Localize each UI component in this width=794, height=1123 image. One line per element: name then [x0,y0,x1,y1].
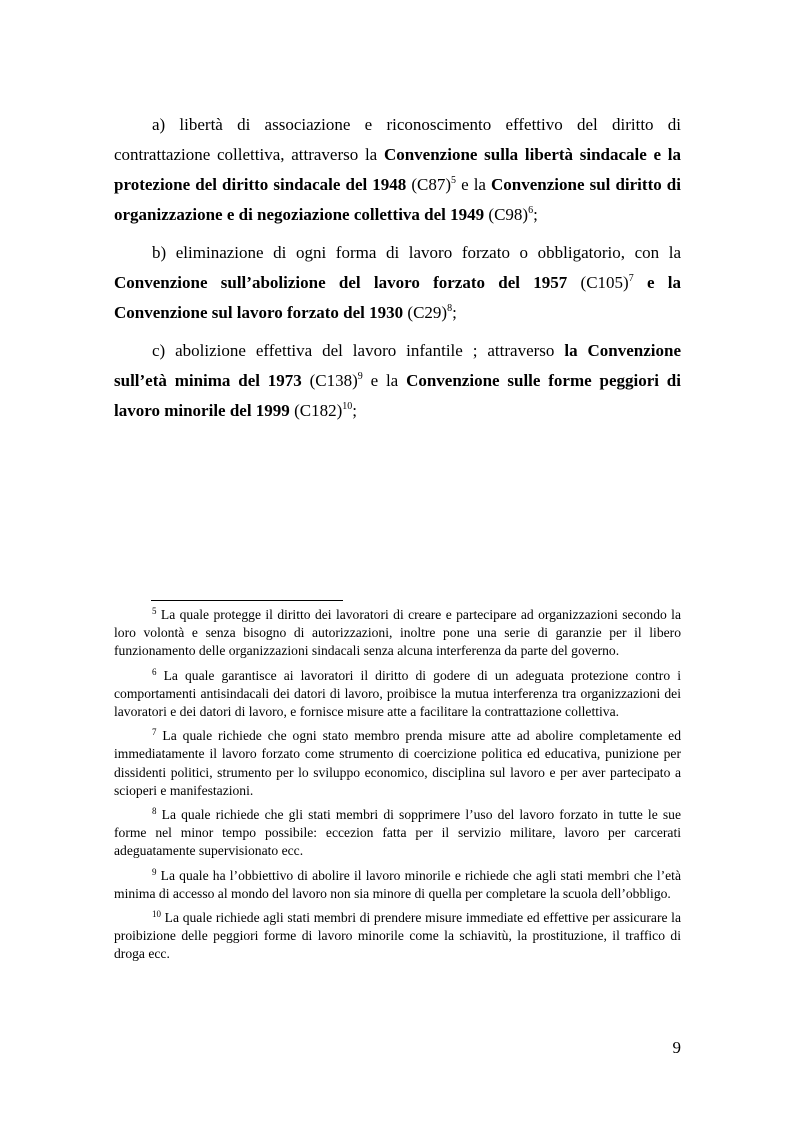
run-bold: Convenzione sull’abolizione del lavoro forzato del 1957 [114,273,568,292]
run: ; [533,205,538,224]
footnote-5 [114,606,681,661]
footnote-ref[interactable]: 9 [357,371,363,382]
footnote-10 [114,909,681,964]
footnote-6 [114,667,681,722]
paragraph-a [114,110,681,230]
footnote-text: La quale garantisce ai lavoratori il diritto di godere di un adeguata protezione contro i comportamenti antisindacali dei datori di lavoro, proibisce la mutua interferenza tra organizzazioni dei lavoratori e dei datori di lavoro, e fornisce misure atte a facilitare la contrattazione collettiva. [114,667,681,720]
footnote-ref[interactable]: 10 [342,401,353,412]
footnote-number: 8 [152,806,157,817]
run: e la [456,175,492,194]
footnote-number: 6 [152,666,157,677]
footnote-number: 9 [152,866,157,877]
run: (C87) [406,175,452,194]
run: a) libertà di associazione e riconoscimento effettivo del diritto di contrattazione collettiva, attraverso la [114,115,681,164]
footnote-text: La quale richiede che ogni stato membro prenda misure atte ad abolire completamente ed immediatamente il lavoro forzato come strumento di coercizione politica ed educativa, punizione per dissidenti politici, strumento per lo sviluppo economico, disciplina sul lavoro e per aver partecipato a scioperi e manifestazioni. [114,728,681,798]
footnote-number: 7 [152,727,157,738]
footnote-ref[interactable]: 6 [528,205,534,216]
footnote-text: La quale protegge il diritto dei lavoratori di creare e partecipare ad organizzazioni secondo la loro volontà e senza bisogno di autorizzazioni, inoltre pone una serie di garanzie per il libero funzionamento delle organizzazioni sindacali senza alcuna interferenza da parte del governo. [114,607,681,659]
footnote-number: 10 [152,909,161,920]
run: ; [452,303,457,322]
footnote-9 [114,867,681,903]
run-bold: Convenzione sulle forme peggiori di lavoro minorile del 1999 [114,371,681,420]
footnote-text: La quale ha l’obbiettivo di abolire il lavoro minorile e richiede che agli stati membri che l’età minima di accesso al mondo del lavoro non sia minore di quella per completare la scuola dell’obbligo. [114,867,681,901]
footnote-text: La quale richiede che gli stati membri di sopprimere l’uso del lavoro forzato in tutte le sue forme nel minor tempo possibile: eccezion fatta per il servizio militare, lavoro per carcerati adeguatamente supervisionato ecc. [114,807,681,859]
run: c) abolizione effettiva del lavoro infantile ; attraverso [152,341,565,360]
run-bold: Convenzione sulla libertà sindacale e la protezione del diritto sindacale del 1948 [114,145,682,194]
footnote-text: La quale richiede agli stati membri di prendere misure immediate ed effettive per assicurare la proibizione delle peggiori forme di lavoro minorile come la schiavitù, la prostituzione, il traffico di droga ecc. [114,910,681,962]
footnote-ref[interactable]: 7 [628,273,634,284]
footnote-separator [151,600,343,601]
run: (C182) [289,401,343,420]
run [634,273,647,292]
body-text [114,110,681,434]
page-number: 9 [672,1038,681,1057]
run-bold: e la Convenzione sul lavoro forzato del 1930 [114,273,682,322]
footnote-ref[interactable]: 8 [447,303,453,314]
footnote-8 [114,806,681,861]
footnotes [114,606,681,970]
run-bold: Convenzione sul diritto di organizzazione e di negoziazione collettiva del 1949 [114,175,681,224]
footnote-7 [114,727,681,800]
paragraph-c [114,336,681,426]
run: (C105) [567,273,629,292]
run: e la [362,371,407,390]
footnote-number: 5 [152,606,157,616]
run: b) eliminazione di ogni forma di lavoro forzato o obbligatorio, con la [152,243,681,262]
run: (C29) [403,303,448,322]
run: (C98) [484,205,529,224]
run: (C138) [301,371,358,390]
run: ; [352,401,357,420]
paragraph-b [114,238,681,328]
footnote-ref[interactable]: 5 [451,175,457,186]
run-bold: la Convenzione sull’età minima del 1973 [114,341,681,390]
